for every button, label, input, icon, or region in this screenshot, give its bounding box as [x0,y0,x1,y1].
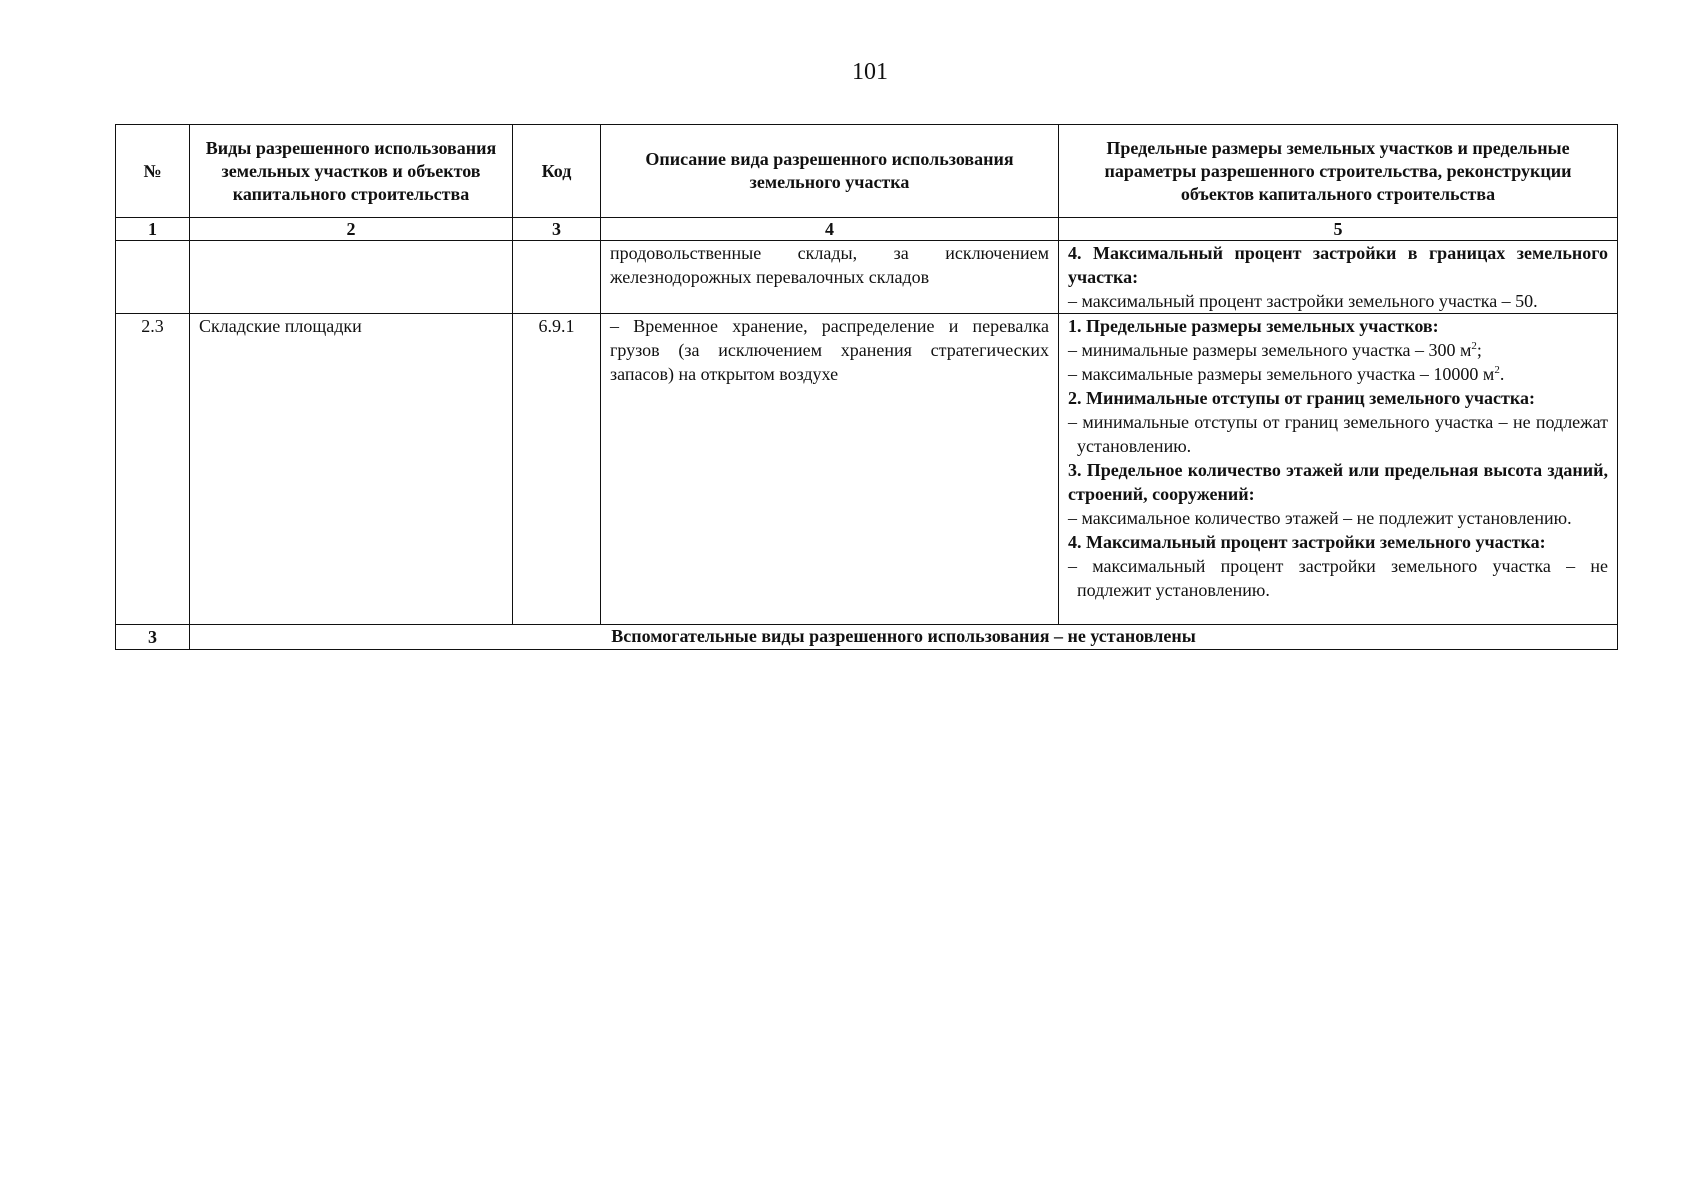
param-item: – минимальные отступы от границ земельного участка – не подлежат установлению. [1068,412,1608,456]
column-number: 4 [601,218,1059,241]
param-item: – максимальное количество этажей – не подлежит установлению. [1068,508,1572,528]
section-num: 3 [116,625,190,650]
param-heading: 1. Предельные размеры земельных участков: [1068,316,1439,336]
header-num: № [116,125,190,218]
header-params: Предельные размеры земельных участков и предельные параметры разрешенного строительства, реконструкции объектов капитального строительства [1059,125,1618,218]
table-header-row [116,125,1618,218]
land-use-table [115,124,1618,650]
param-item: – максимальный процент застройки земельного участка – не подлежит установлению. [1068,556,1608,600]
table-row [116,314,1618,625]
param-heading: 3. Предельное количество этажей или предельная высота зданий, строений, сооружений: [1068,460,1608,504]
row-params [1059,314,1618,625]
row-num [116,241,190,314]
row-num: 2.3 [116,314,190,625]
header-type: Виды разрешенного использования земельных участков и объектов капитального строительства [190,125,513,218]
column-number: 2 [190,218,513,241]
param-item: – минимальные размеры земельного участка – 300 м [1068,340,1472,360]
row-code: 6.9.1 [513,314,601,625]
page-number: 101 [852,59,888,85]
suffix: ; [1476,340,1482,360]
section-row [116,625,1618,650]
param-heading: 2. Минимальные отступы от границ земельного участка: [1068,388,1535,408]
param-heading: 4. Максимальный процент застройки земельного участка: [1068,532,1546,552]
superscript: 2 [1494,364,1500,376]
column-number: 1 [116,218,190,241]
section-title: Вспомогательные виды разрешенного использования – не установлены [190,625,1618,650]
header-description: Описание вида разрешенного использования земельного участка [601,125,1059,218]
row-code [513,241,601,314]
param-heading: 4. Максимальный процент застройки в границах земельного участка: [1068,243,1608,287]
header-code: Код [513,125,601,218]
superscript: 2 [1471,340,1477,352]
column-number: 5 [1059,218,1618,241]
param-item: – максимальные размеры земельного участка – 10000 м [1068,364,1495,384]
row-description: продовольственные склады, за исключением железнодорожных перевалочных складов [601,241,1059,314]
column-number-row [116,218,1618,241]
row-type [190,241,513,314]
param-item: – максимальный процент застройки земельного участка – 50. [1068,291,1538,311]
suffix: . [1499,364,1505,384]
row-description: – Временное хранение, распределение и перевалка грузов (за исключением хранения стратегических запасов) на открытом воздухе [601,314,1059,625]
row-params [1059,241,1618,314]
column-number: 3 [513,218,601,241]
table-row [116,241,1618,314]
row-type: Складские площадки [190,314,513,625]
